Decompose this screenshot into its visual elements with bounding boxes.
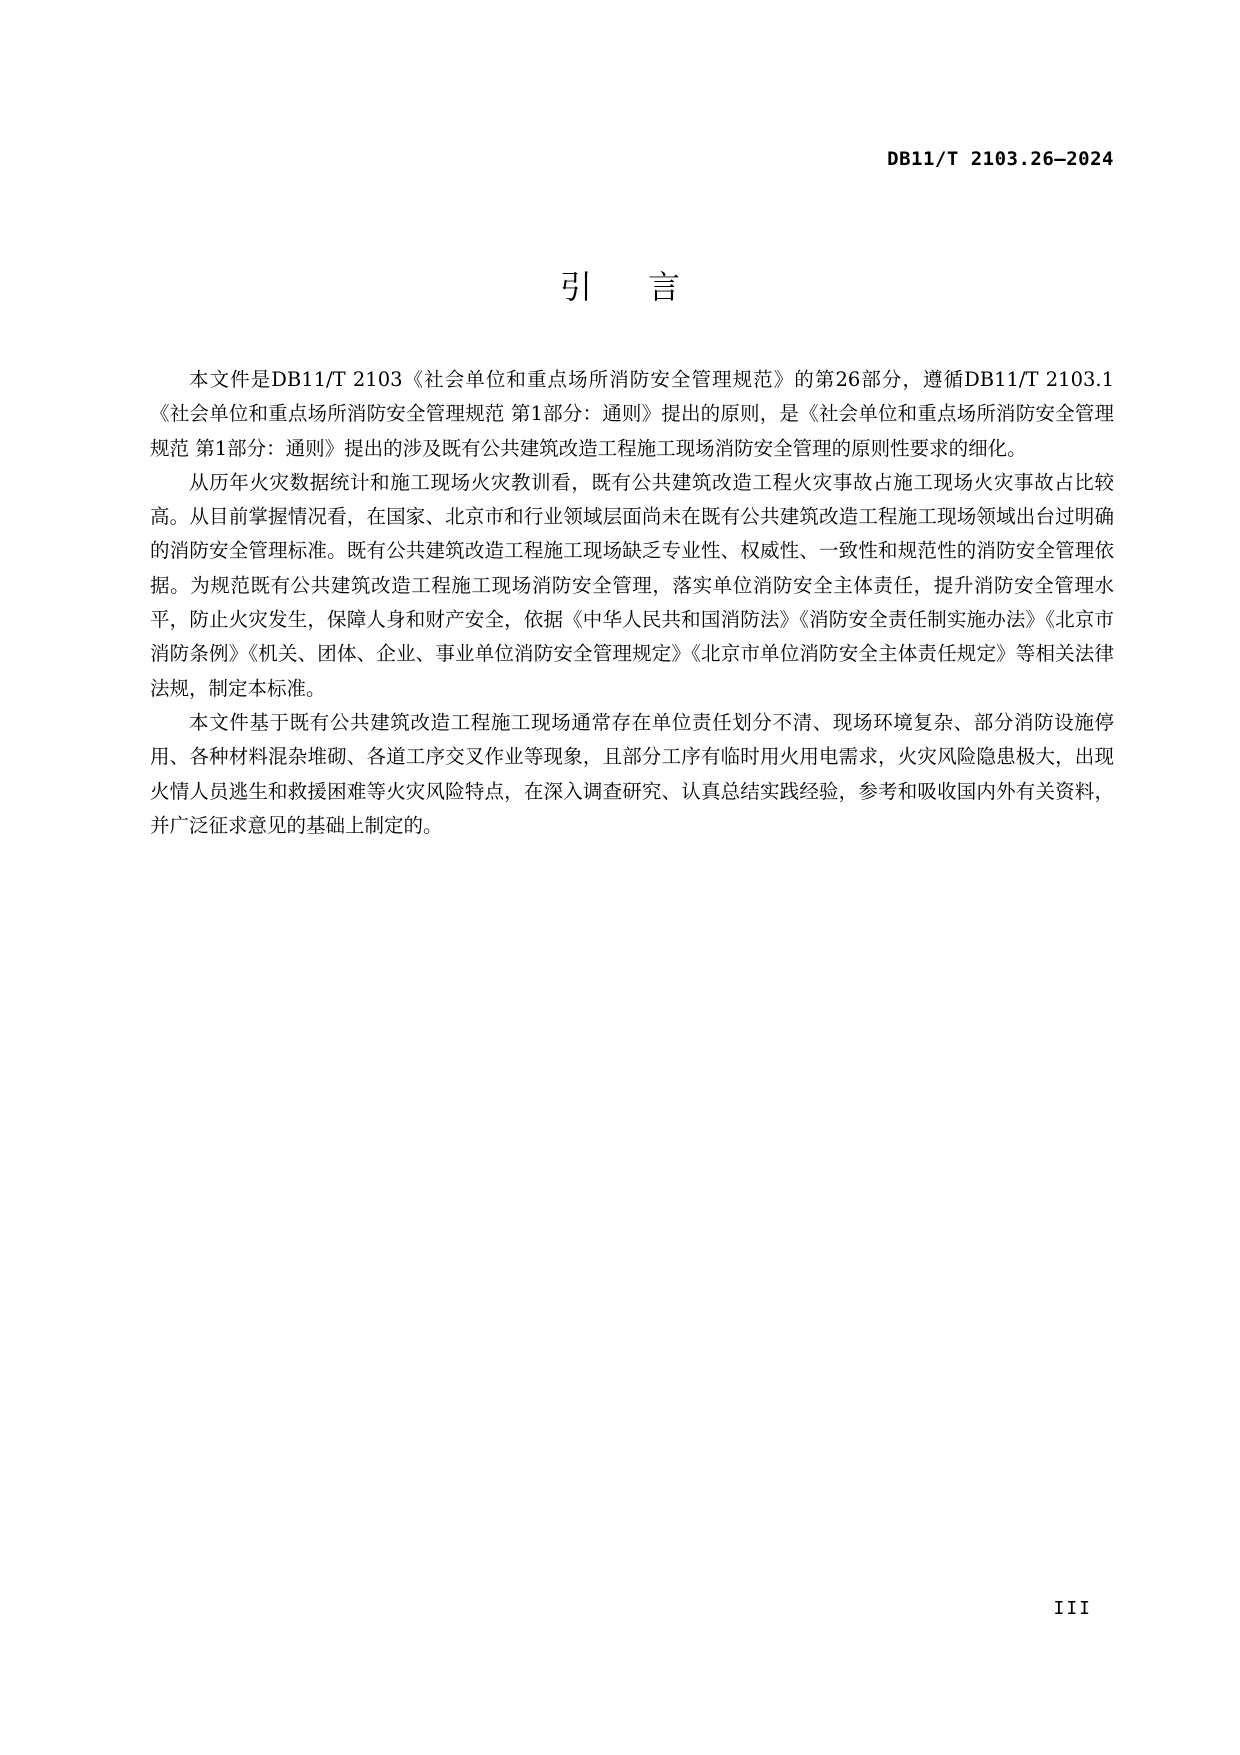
page-number: III	[1053, 1598, 1092, 1619]
body-text	[150, 363, 1114, 843]
document-code: DB11/T 2103.26—2024	[887, 148, 1114, 170]
page-title: 引言	[559, 268, 736, 306]
paragraph: 本文件基于既有公共建筑改造工程施工现场通常存在单位责任划分不清、现场环境复杂、部分消防设施停用、各种材料混杂堆砌、各道工序交叉作业等现象，且部分工序有临时用火用电需求，火灾风险隐患极大，出现火情人员逃生和救援困难等火灾风险特点，在深入调查研究、认真总结实践经验，参考和吸收国内外有关资料，并广泛征求意见的基础上制定的。	[150, 710, 1114, 837]
paragraph: 本文件是DB11/T 2103《社会单位和重点场所消防安全管理规范》的第26部分，遵循DB11/T 2103.1《社会单位和重点场所消防安全管理规范 第1部分：通则》提出的原则，是《社会单位和重点场所消防安全管理规范 第1部分：通则》提出的涉及既有公共建筑改造工程施工现场消防安全管理的原则性要求的细化。	[150, 368, 1114, 460]
paragraph: 从历年火灾数据统计和施工现场火灾教训看，既有公共建筑改造工程火灾事故占施工现场火灾事故占比较高。从目前掌握情况看，在国家、北京市和行业领域层面尚未在既有公共建筑改造工程施工现场领域出台过明确的消防安全管理标准。既有公共建筑改造工程施工现场缺乏专业性、权威性、一致性和规范性的消防安全管理依据。为规范既有公共建筑改造工程施工现场消防安全管理，落实单位消防安全主体责任，提升消防安全管理水平，防止火灾发生，保障人身和财产安全，依据《中华人民共和国消防法》《消防安全责任制实施办法》《北京市消防条例》《机关、团体、企业、事业单位消防安全管理规定》《北京市单位消防安全主体责任规定》等相关法律法规，制定本标准。	[150, 470, 1114, 700]
